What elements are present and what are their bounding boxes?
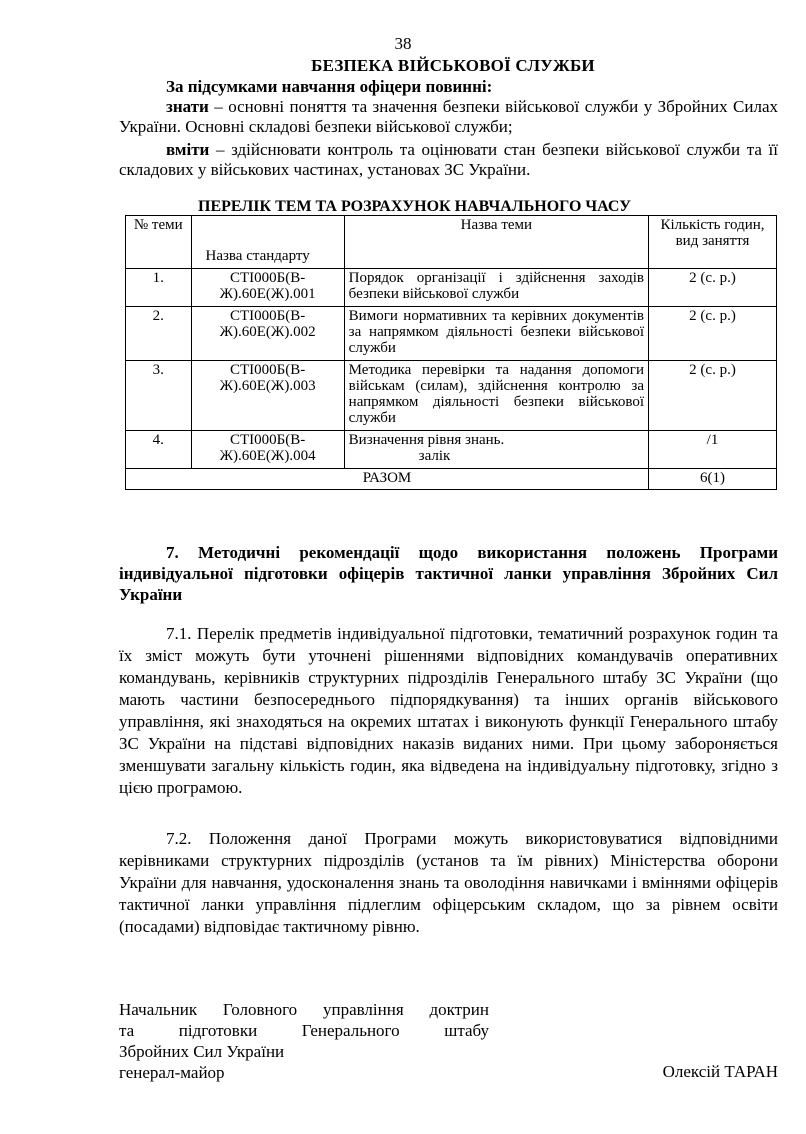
row-standard: СТІ000Б(В-Ж).60Е(Ж).002 [191,307,344,361]
outcome-can [119,140,778,180]
section7-heading-text: 7. Методичні рекомендації щодо використання положень Програми індивідуальної підготовки офіцерів тактичної ланки управління Збройних Сил України [119,543,778,604]
row-num: 4. [126,431,192,469]
signature-rank: генерал-майор [119,1063,225,1082]
paragraph-7-2-text: 7.2. Положення даної Програми можуть використовуватися відповідними керівниками структурних підрозділів (установ та їм рівних) Міністерства оборони України для навчання, удосконалення знань та оволодіння навичками і вміннями офіцерів тактичної ланки управління підлеглим офіцерським складом, що за рівнем освіти (посадами) відповідає тактичному рівню. [119,829,778,936]
row-hours: 2 (с. р.) [649,361,777,431]
row-topic: Порядок організації і здійснення заходів безпеки військової служби [344,269,648,307]
know-label: знати [166,97,209,116]
row-standard: СТІ000Б(В-Ж).60Е(Ж).001 [191,269,344,307]
signer-name: Олексій ТАРАН [662,1062,778,1081]
paragraph-7-1-text: 7.1. Перелік предметів індивідуальної підготовки, тематичний розрахунок годин та їх зміст можуть бути уточнені рішеннями відповідних командувачів оперативних командувань, керівників структурних підрозділів Генерального штабу ЗС України (що мають частини безпосереднього підпорядкування) та інших органів військового управління, які знаходяться на окремих штатах і виконують функції Генерального штабу ЗС України на підставі відповідних наказів виданих ними. При цьому забороняється зменшувати загальну кількість годин, яка відведена на індивідуальну підготовку, згідно з цією програмою. [119,624,778,797]
row-topic: Вимоги нормативних та керівних документів за напрямком діяльності безпеки військової служби [344,307,648,361]
row-hours: /1 [649,431,777,469]
row-topic [344,431,648,469]
row-standard: СТІ000Б(В-Ж).60Е(Ж).004 [191,431,344,469]
row-num: 3. [126,361,192,431]
header-hours: Кількість годин, вид заняття [649,216,777,269]
outcome-know [119,97,778,137]
outcomes-lead: За підсумками навчання офіцери повинні: [166,77,493,96]
know-text: – основні поняття та значення безпеки військової служби у Збройних Силах України. Основні складові безпеки військової служби; [119,97,778,136]
signature-line: Збройних Сил України [119,1042,285,1061]
row-num: 1. [126,269,192,307]
table-header-row [126,216,777,269]
signature-block [119,999,489,1083]
paragraph-7-1 [119,623,778,799]
row-topic-text: Визначення рівня знань. [348,432,505,448]
can-label: вміти [166,140,210,159]
row-hours: 2 (с. р.) [649,307,777,361]
can-text: – здійснювати контроль та оцінювати стан безпеки військової служби та її складових у військових частинах, установах ЗС України. [119,140,778,179]
page-number: 38 [394,34,412,53]
paragraph-7-2 [119,828,778,938]
total-value: 6(1) [649,469,777,490]
table-title: ПЕРЕЛІК ТЕМ ТА РОЗРАХУНОК НАВЧАЛЬНОГО ЧАСУ [198,198,631,215]
header-topic: Назва теми [344,216,648,269]
table-total-row [126,469,777,490]
section7-heading [119,542,778,605]
section-title: БЕЗПЕКА ВІЙСЬКОВОЇ СЛУЖБИ [311,56,595,75]
table-row [126,269,777,307]
signature-line: Начальник Головного управління доктрин [119,1000,489,1019]
table-row [126,431,777,469]
row-standard: СТІ000Б(В-Ж).60Е(Ж).003 [191,361,344,431]
row-topic: Методика перевірки та надання допомоги військам (силам), здійснення контролю за напрямком діяльності безпеки військової служби [344,361,648,431]
table-row [126,307,777,361]
row-hours: 2 (с. р.) [649,269,777,307]
row-topic-extra: залік [418,448,451,464]
topics-table [125,215,777,490]
total-label: РАЗОМ [126,469,649,490]
signature-line: та підготовки Генерального штабу [119,1021,489,1040]
header-num: № теми [126,216,192,269]
header-standard: Назва стандарту [191,216,344,269]
table-row [126,361,777,431]
row-num: 2. [126,307,192,361]
